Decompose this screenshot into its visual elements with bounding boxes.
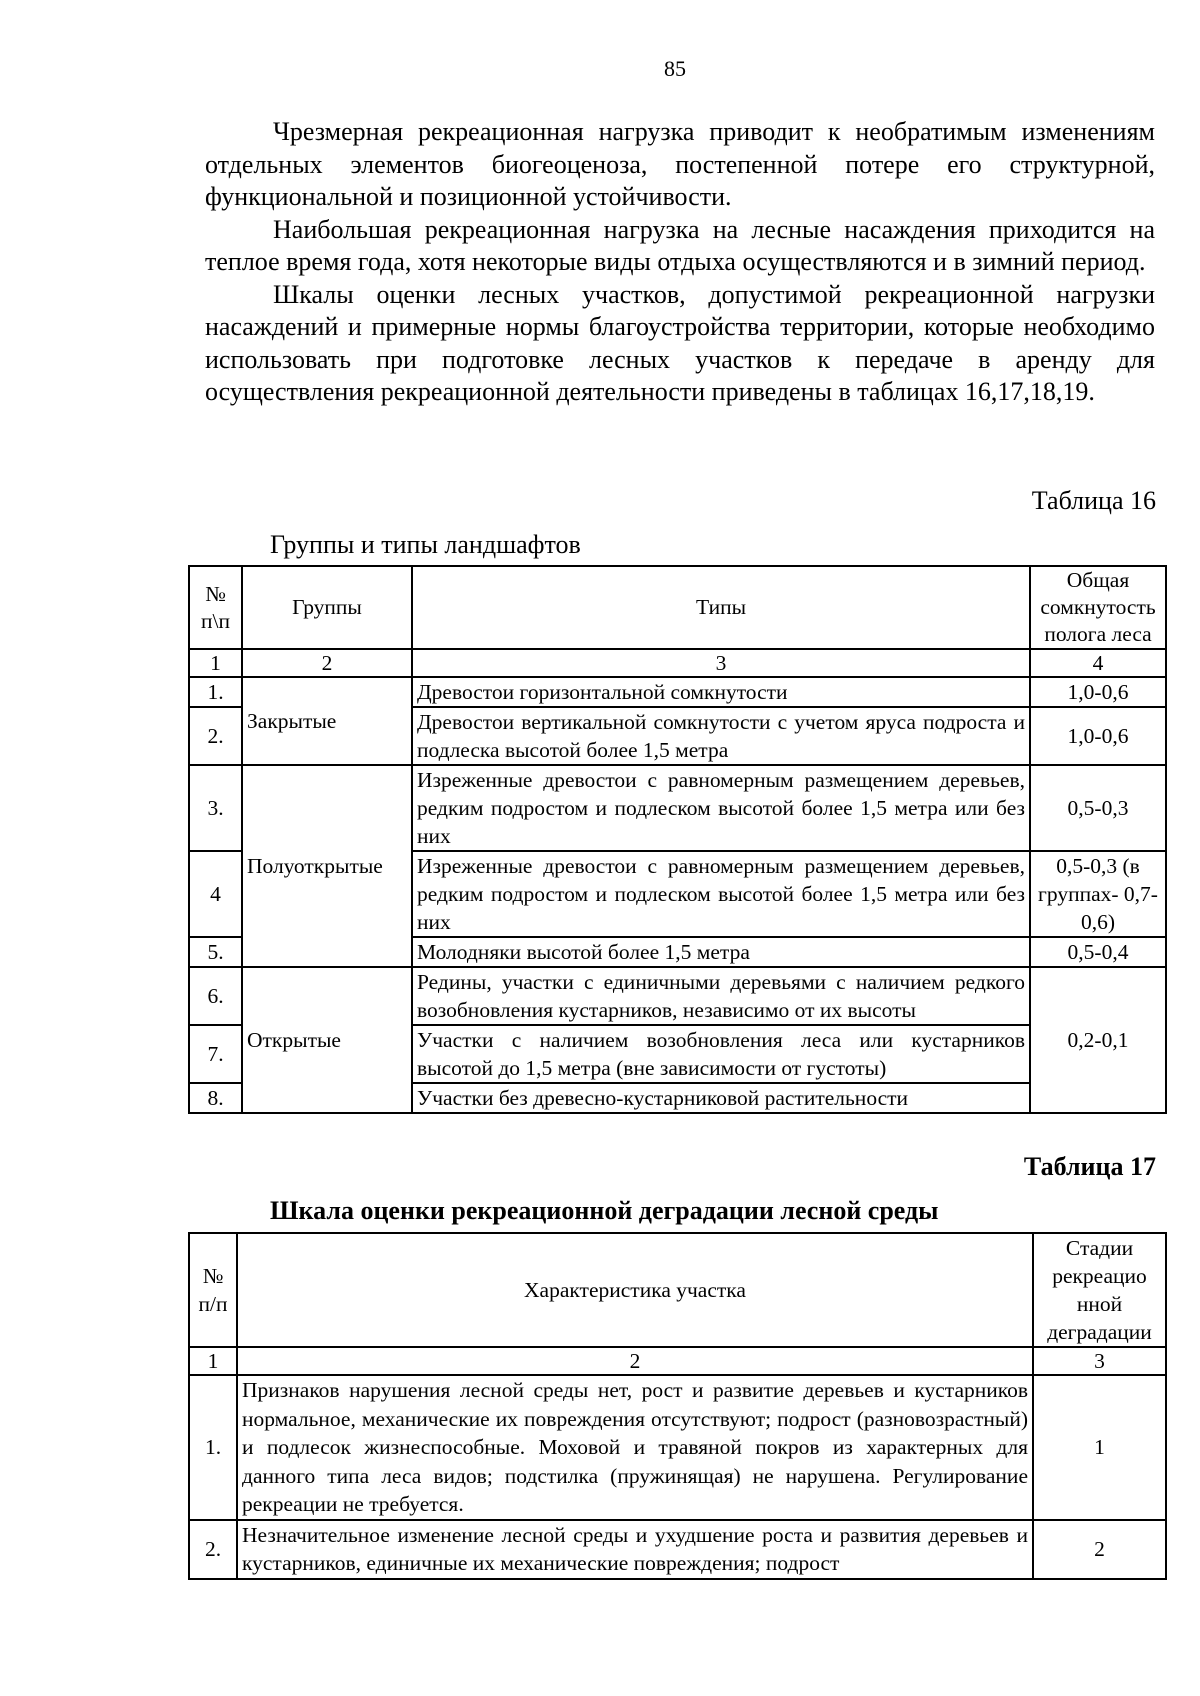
header-number: № п/п [189, 1233, 237, 1347]
column-number: 2 [237, 1347, 1033, 1375]
paragraph: Шкалы оценки лесных участков, допустимой рекреационной нагрузки насаждений и примерные нормы благоустройства территории, которые необходимо использовать при подготовке лесных участков к передаче в аренду для осуществления рекреационной деятельности приведены в таблицах 16,17,18,19. [205, 279, 1155, 406]
paragraph: Наибольшая рекреационная нагрузка на лесные насаждения приходится на теплое время года, хотя некоторые виды отдыха осуществляются и в зимний период. [205, 214, 1155, 276]
characteristic-cell: Незначительное изменение лесной среды и ухудшение роста и развития деревьев и кустарников, единичные их механические повреждения; подрост [237, 1520, 1033, 1579]
column-number: 2 [242, 649, 412, 677]
table-row [189, 765, 1166, 851]
table16-column-numbers [189, 649, 1166, 677]
table17 [188, 1232, 1167, 1580]
table-row [189, 967, 1166, 1025]
table16-header-row [189, 566, 1166, 649]
group-cell: Полуоткрытые [242, 765, 412, 967]
header-stage: Стадии рекреацио нной деградации [1033, 1233, 1166, 1347]
row-number: 1. [189, 677, 242, 707]
group-cell: Открытые [242, 967, 412, 1113]
row-number: 2. [189, 1520, 237, 1579]
body-text [205, 116, 1155, 409]
table-row [189, 677, 1166, 707]
page-number: 85 [664, 56, 686, 81]
stage-cell: 2 [1033, 1520, 1166, 1579]
row-number: 7. [189, 1025, 242, 1083]
table-row [189, 1520, 1166, 1579]
closure-cell: 0,5-0,3 (в группах- 0,7-0,6) [1030, 851, 1166, 937]
row-number: 3. [189, 765, 242, 851]
row-number: 4 [189, 851, 242, 937]
type-cell: Участки с наличием возобновления леса или кустарников высотой до 1,5 метра (вне зависимости от густоты) [412, 1025, 1030, 1083]
row-number: 8. [189, 1083, 242, 1113]
header-characteristic: Характеристика участка [237, 1233, 1033, 1347]
header-number: № п\п [189, 566, 242, 649]
table16-label: Таблица 16 [1031, 486, 1156, 515]
row-number: 2. [189, 707, 242, 765]
group-cell: Закрытые [242, 677, 412, 765]
table16-title: Группы и типы ландшафтов [270, 530, 581, 559]
type-cell: Изреженные древостои с равномерным размещением деревьев, редким подростом и подлеском высотой более 1,5 метра или без них [412, 765, 1030, 851]
closure-cell: 1,0-0,6 [1030, 677, 1166, 707]
header-closure: Общая сомкнутость полога леса [1030, 566, 1166, 649]
table17-column-numbers [189, 1347, 1166, 1375]
closure-cell: 1,0-0,6 [1030, 707, 1166, 765]
table17-header-row [189, 1233, 1166, 1347]
table17-title: Шкала оценки рекреационной деградации лесной среды [270, 1196, 939, 1225]
type-cell: Участки без древесно-кустарниковой растительности [412, 1083, 1030, 1113]
column-number: 3 [412, 649, 1030, 677]
header-types: Типы [412, 566, 1030, 649]
type-cell: Редины, участки с единичными деревьями с наличием редкого возобновления кустарников, независимо от их высоты [412, 967, 1030, 1025]
type-cell: Древостои горизонтальной сомкнутости [412, 677, 1030, 707]
row-number: 5. [189, 937, 242, 967]
closure-cell: 0,5-0,4 [1030, 937, 1166, 967]
row-number: 6. [189, 967, 242, 1025]
column-number: 1 [189, 649, 242, 677]
column-number: 1 [189, 1347, 237, 1375]
paragraph: Чрезмерная рекреационная нагрузка приводит к необратимым изменениям отдельных элементов биогеоценоза, постепенной потере его структурной, функциональной и позиционной устойчивости. [205, 117, 1155, 211]
column-number: 3 [1033, 1347, 1166, 1375]
closure-cell: 0,2-0,1 [1030, 967, 1166, 1113]
table-row [189, 1375, 1166, 1520]
header-groups: Группы [242, 566, 412, 649]
table17-label: Таблица 17 [1023, 1152, 1156, 1181]
characteristic-cell: Признаков нарушения лесной среды нет, рост и развитие деревьев и кустарников нормальное, механические их повреждения отсутствуют; подрост (разновозрастный) и подлесок жизнеспособные. Моховой и травяной покров из характерных для данного типа леса видов; подстилка (пружинящая) не нарушена. Регулирование рекреации не требуется. [237, 1375, 1033, 1520]
type-cell: Древостои вертикальной сомкнутости с учетом яруса подроста и подлеска высотой более 1,5 метра [412, 707, 1030, 765]
column-number: 4 [1030, 649, 1166, 677]
closure-cell: 0,5-0,3 [1030, 765, 1166, 851]
type-cell: Молодняки высотой более 1,5 метра [412, 937, 1030, 967]
stage-cell: 1 [1033, 1375, 1166, 1520]
row-number: 1. [189, 1375, 237, 1520]
type-cell: Изреженные древостои с равномерным размещением деревьев, редким подростом и подлеском высотой более 1,5 метра или без них [412, 851, 1030, 937]
table16 [188, 565, 1167, 1114]
